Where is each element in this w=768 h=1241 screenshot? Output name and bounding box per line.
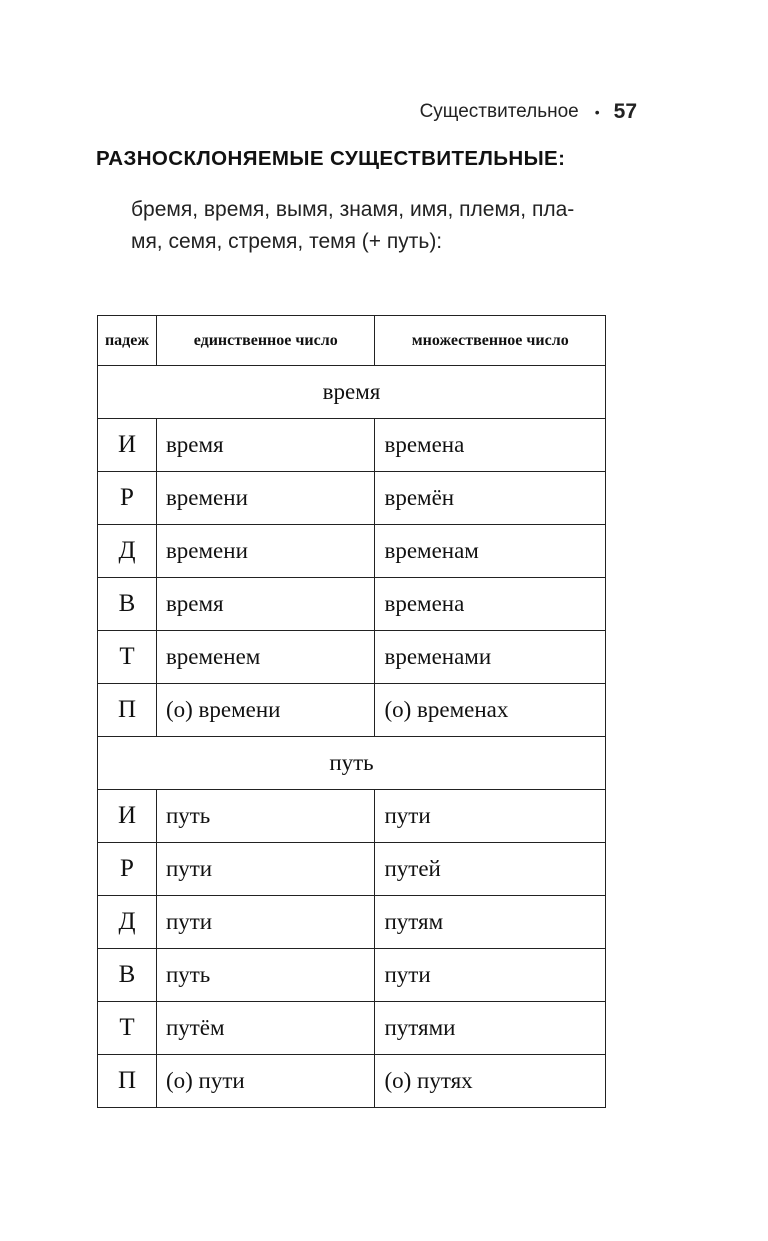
table-row — [98, 578, 606, 631]
plural-cell: пути — [375, 790, 606, 843]
group-word: время — [98, 366, 606, 419]
table-row — [98, 684, 606, 737]
table-row — [98, 843, 606, 896]
case-cell: И — [98, 790, 157, 843]
header-plural: множественное число — [375, 316, 606, 366]
singular-cell: путь — [156, 949, 375, 1002]
plural-cell: (о) путях — [375, 1055, 606, 1108]
intro-line: мя, семя, стремя, темя (+ путь): — [131, 230, 443, 253]
table-row — [98, 525, 606, 578]
singular-cell: путь — [156, 790, 375, 843]
plural-cell: путям — [375, 896, 606, 949]
table-row — [98, 1055, 606, 1108]
table-row — [98, 790, 606, 843]
section-title: РАЗНОСКЛОНЯЕМЫЕ СУЩЕСТВИТЕЛЬНЫЕ: — [96, 147, 566, 170]
singular-cell: время — [156, 578, 375, 631]
table-body — [98, 366, 606, 1108]
declension-table — [97, 315, 606, 1108]
case-cell: Д — [98, 896, 157, 949]
intro-paragraph — [131, 194, 651, 258]
section-name: Существительное — [419, 101, 579, 122]
case-cell: Т — [98, 1002, 157, 1055]
case-cell: Т — [98, 631, 157, 684]
case-cell: Р — [98, 843, 157, 896]
table-row — [98, 1002, 606, 1055]
singular-cell: путём — [156, 1002, 375, 1055]
plural-cell: временами — [375, 631, 606, 684]
intro-line: бремя, время, вымя, знамя, имя, племя, пла- — [131, 198, 575, 221]
singular-cell: пути — [156, 896, 375, 949]
group-row — [98, 366, 606, 419]
case-cell: В — [98, 578, 157, 631]
group-word: путь — [98, 737, 606, 790]
page-number: 57 — [613, 100, 637, 123]
singular-cell: времени — [156, 472, 375, 525]
bullet-separator: • — [594, 104, 600, 120]
singular-cell: (о) пути — [156, 1055, 375, 1108]
table-header-row — [98, 316, 606, 366]
group-row — [98, 737, 606, 790]
plural-cell: времена — [375, 419, 606, 472]
table-row — [98, 419, 606, 472]
singular-cell: время — [156, 419, 375, 472]
plural-cell: времён — [375, 472, 606, 525]
table-row — [98, 472, 606, 525]
header-case: падеж — [98, 316, 157, 366]
singular-cell: временем — [156, 631, 375, 684]
case-cell: Р — [98, 472, 157, 525]
singular-cell: (о) времени — [156, 684, 375, 737]
table-row — [98, 949, 606, 1002]
case-cell: П — [98, 1055, 157, 1108]
header-singular: единственное число — [156, 316, 375, 366]
running-head — [420, 100, 637, 124]
plural-cell: пути — [375, 949, 606, 1002]
plural-cell: времена — [375, 578, 606, 631]
plural-cell: путей — [375, 843, 606, 896]
singular-cell: времени — [156, 525, 375, 578]
table-row — [98, 896, 606, 949]
case-cell: В — [98, 949, 157, 1002]
table-row — [98, 631, 606, 684]
plural-cell: путями — [375, 1002, 606, 1055]
case-cell: И — [98, 419, 157, 472]
case-cell: Д — [98, 525, 157, 578]
plural-cell: (о) временах — [375, 684, 606, 737]
case-cell: П — [98, 684, 157, 737]
singular-cell: пути — [156, 843, 375, 896]
plural-cell: временам — [375, 525, 606, 578]
